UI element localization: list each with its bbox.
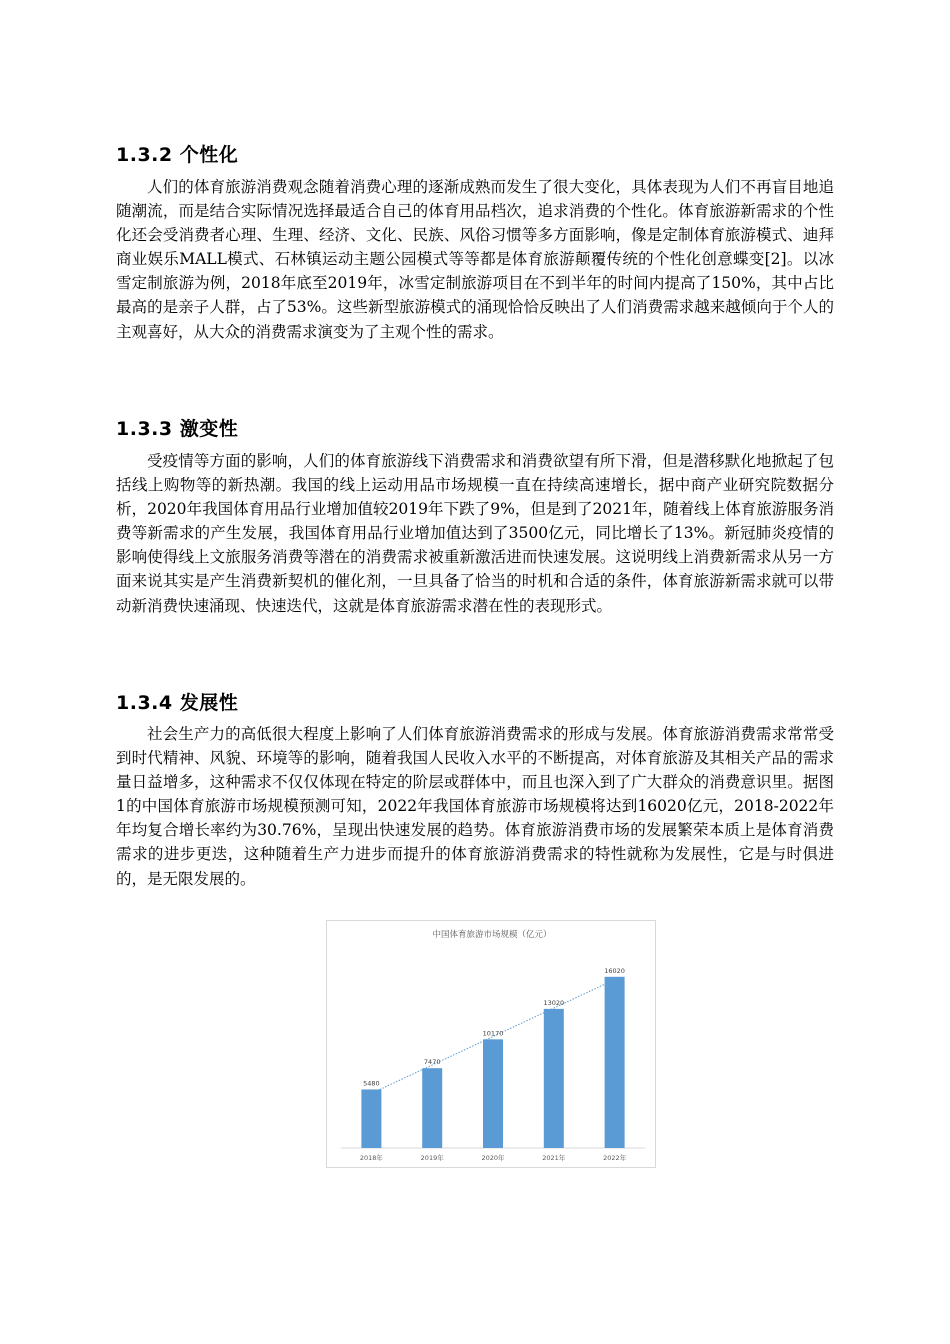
data-label-2021年: 13020 [543,998,565,1007]
x-tick-label-2021年: 2021年 [542,1154,566,1162]
paragraph-development: 社会生产力的高低很大程度上影响了人们体育旅游消费需求的形成与发展。体育旅游消费需求常常受到时代精神、风貌、环境等的影响，随着我国人民收入水平的不断提高，对体育旅游及其相关产品的需求量日益增多，这种需求不仅仅体现在特定的阶层或群体中，而且也深入到了广大群众的消费意识里。据图1的中国体育旅游市场规模预测可知，2022年我国体育旅游市场规模将达到16020亿元，2018-2022年年均复合增长率约为30.76%，呈现出快速发展的趋势。体育旅游消费市场的发展繁荣本质上是体育消费需求的进步更迭，这种随着生产力进步而提升的体育旅游消费需求的特性就称为发展性，它是与时俱进的，是无限发展的。 [116,725,834,888]
x-tick-label-2022年: 2022年 [603,1154,627,1162]
bar-2018年 [361,1089,381,1148]
section-heading-personalization: 1.3.2 个性化 [116,144,239,166]
chart-title: 中国体育旅游市场规模（亿元） [432,930,552,940]
section-heading-volatility: 1.3.3 激变性 [116,418,239,440]
data-label-2019年: 7470 [423,1058,441,1067]
chart-svg [327,921,657,1169]
data-label-2018年: 5480 [363,1079,380,1088]
bar-2022年 [605,977,625,1148]
data-label-2022年: 16020 [604,966,625,975]
data-label-2020年: 10170 [482,1029,504,1038]
bar-2021年 [544,1009,564,1148]
bars-layer [341,977,645,1148]
bar-2019年 [422,1068,442,1148]
bar-2020年 [483,1039,503,1148]
paragraph-personalization: 人们的体育旅游消费观念随着消费心理的逐渐成熟而发生了很大变化，具体表现为人们不再盲目地追随潮流，而是结合实际情况选择最适合自己的体育用品档次，追求消费的个性化。体育旅游新需求的个性化还会受消费者心理、生理、经济、文化、民族、风俗习惯等多方面影响，像是定制体育旅游模式、迪拜商业娱乐MALL模式、石林镇运动主题公园模式等等都是体育旅游颠覆传统的个性化创意蝶变[2]。以冰雪定制旅游为例，2018年底至2019年，冰雪定制旅游项目在不到半年的时间内提高了150%，其中占比最高的是亲子人群，占了53%。这些新型旅游模式的涌现恰恰反映出了人们消费需求越来越倾向于个人的主观喜好，从大众的消费需求演变为了主观个性的需求。 [116,178,834,341]
paragraph-volatility: 受疫情等方面的影响，人们的体育旅游线下消费需求和消费欲望有所下滑，但是潜移默化地掀起了包括线上购物等的新热潮。我国的线上运动用品市场规模一直在持续高速增长，据中商产业研究院数据分析，2020年我国体育用品行业增加值较2019年下跌了9%，但是到了2021年，随着线上体育旅游服务消费等新需求的产生发展，我国体育用品行业增加值达到了3500亿元，同比增长了13%。新冠肺炎疫情的影响使得线上文旅服务消费等潜在的消费需求被重新激活进而快速发展。这说明线上消费新需求从另一方面来说其实是产生消费新契机的催化剂，一旦具备了恰当的时机和合适的条件，体育旅游新需求就可以带动新消费快速涌现、快速迭代，这就是体育旅游需求潜在性的表现形式。 [116,452,834,615]
x-tick-label-2019年: 2019年 [420,1154,444,1162]
market-size-chart [326,920,656,1168]
x-tick-label-2018年: 2018年 [359,1154,383,1162]
section-heading-development: 1.3.4 发展性 [116,692,239,714]
x-tick-label-2020年: 2020年 [481,1154,505,1162]
